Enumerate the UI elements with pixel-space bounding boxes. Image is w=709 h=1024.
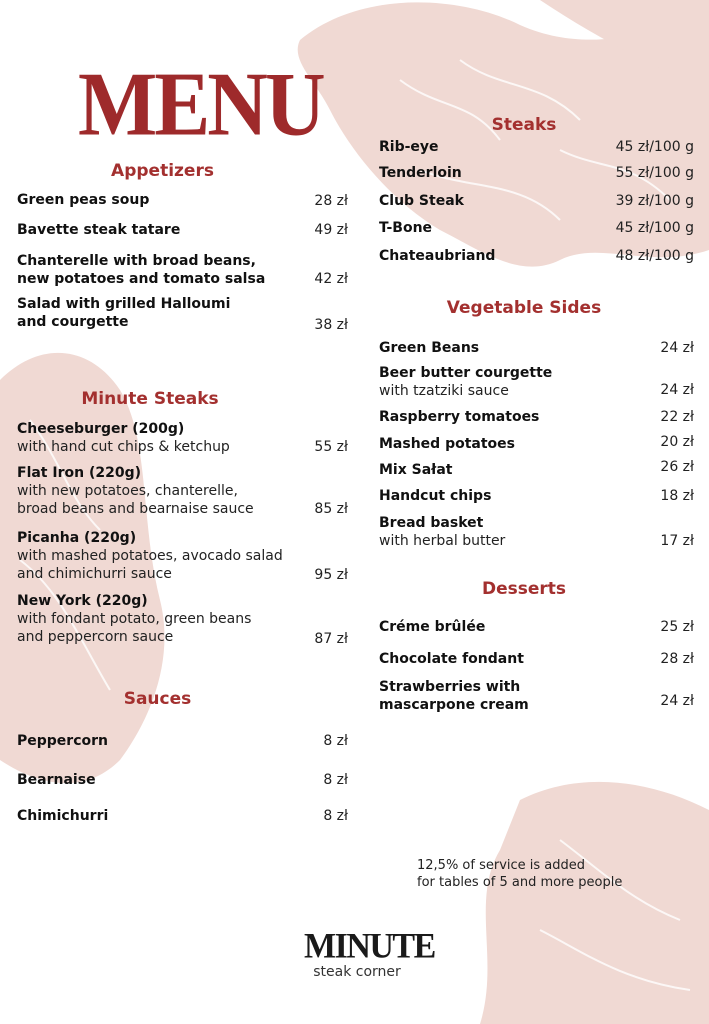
item-description: with herbal butter <box>379 533 506 549</box>
item-price: 25 zł <box>660 619 694 635</box>
service-charge-note <box>417 857 622 891</box>
note-line1: 12,5% of service is added <box>417 858 586 873</box>
menu-item <box>17 732 108 750</box>
item-price: 42 zł <box>314 271 348 287</box>
logo-tagline: steak corner <box>313 964 401 980</box>
menu-item <box>17 295 230 331</box>
item-price: 48 zł/100 g <box>615 248 694 264</box>
menu-item <box>17 420 230 456</box>
item-name: Mix Sałat <box>379 462 453 478</box>
item-price: 8 zł <box>323 733 348 749</box>
item-description-line2: and chimichurri sauce <box>17 566 172 582</box>
menu-item <box>379 435 515 453</box>
item-price: 87 zł <box>314 631 348 647</box>
item-name: Tenderloin <box>379 165 462 181</box>
item-price: 24 zł <box>660 382 694 398</box>
menu-item <box>379 514 505 550</box>
item-name-line1: Salad with grilled Halloumi <box>17 296 231 312</box>
item-name-line1: Chanterelle with broad beans, <box>17 253 256 269</box>
menu-item <box>379 164 462 182</box>
item-name: Bavette steak tatare <box>17 222 181 238</box>
item-name: Club Steak <box>379 193 464 209</box>
item-price: 22 zł <box>660 409 694 425</box>
item-name: Picanha (220g) <box>17 530 137 546</box>
item-name: Chimichurri <box>17 808 109 824</box>
item-name-line2: mascarpone cream <box>379 697 529 713</box>
vegetable-sides-heading: Vegetable Sides <box>446 298 602 318</box>
menu-item <box>379 138 439 156</box>
menu-item <box>379 618 485 636</box>
menu-item <box>379 364 552 400</box>
item-name: Green Beans <box>379 340 480 356</box>
item-name: Beer butter courgette <box>379 365 553 381</box>
item-price: 95 zł <box>314 567 348 583</box>
menu-item <box>17 191 149 209</box>
menu-item <box>17 221 180 239</box>
menu-item <box>17 464 254 518</box>
item-price: 45 zł/100 g <box>615 220 694 236</box>
menu-item <box>379 678 529 714</box>
item-price: 85 zł <box>314 501 348 517</box>
menu-item <box>379 461 453 479</box>
item-name: Peppercorn <box>17 733 108 749</box>
item-description-line1: with fondant potato, green beans <box>17 611 252 627</box>
item-name: Handcut chips <box>379 488 492 504</box>
item-description: with hand cut chips & ketchup <box>17 439 230 455</box>
logo-wordmark: MINUTE <box>304 927 435 966</box>
item-price: 55 zł <box>314 439 348 455</box>
item-name: Bread basket <box>379 515 484 531</box>
item-price: 28 zł <box>314 193 348 209</box>
item-price: 26 zł <box>660 459 694 475</box>
item-description-line2: and peppercorn sauce <box>17 629 174 645</box>
item-name: Bearnaise <box>17 772 96 788</box>
item-price: 55 zł/100 g <box>615 165 694 181</box>
menu-item <box>17 771 96 789</box>
item-name: T-Bone <box>379 220 433 236</box>
restaurant-logo <box>304 927 435 980</box>
menu-item <box>17 529 283 583</box>
sauces-heading: Sauces <box>123 689 192 709</box>
menu-item <box>379 339 479 357</box>
menu-item <box>379 192 464 210</box>
item-price: 39 zł/100 g <box>615 193 694 209</box>
menu-item <box>379 650 524 668</box>
menu-item <box>17 592 251 646</box>
menu-title: MENU <box>78 54 323 155</box>
item-description-line2: broad beans and bearnaise sauce <box>17 501 254 517</box>
item-name-line2: new potatoes and tomato salsa <box>17 271 266 287</box>
item-name-line1: Strawberries with <box>379 679 521 695</box>
item-price: 24 zł <box>660 340 694 356</box>
item-price: 8 zł <box>323 772 348 788</box>
item-name: Flat Iron (220g) <box>17 465 141 481</box>
appetizers-heading: Appetizers <box>111 161 214 181</box>
menu-item <box>379 247 495 265</box>
desserts-heading: Desserts <box>481 579 567 599</box>
item-description-line1: with new potatoes, chanterelle, <box>17 483 238 499</box>
minute-steaks-heading: Minute Steaks <box>81 389 219 409</box>
item-description: with tzatziki sauce <box>379 383 509 399</box>
menu-item <box>379 487 491 505</box>
menu-item <box>17 807 108 825</box>
item-name: Green peas soup <box>17 192 150 208</box>
item-description-line1: with mashed potatoes, avocado salad <box>17 548 283 564</box>
menu-item <box>379 408 539 426</box>
item-price: 20 zł <box>660 434 694 450</box>
note-line2: for tables of 5 and more people <box>417 875 623 890</box>
item-price: 17 zł <box>660 533 694 549</box>
item-price: 38 zł <box>314 317 348 333</box>
item-name: Mashed potatoes <box>379 436 515 452</box>
item-price: 28 zł <box>660 651 694 667</box>
item-name: Cheeseburger (200g) <box>17 421 185 437</box>
menu-item <box>17 252 265 288</box>
item-name: Chocolate fondant <box>379 651 524 667</box>
item-name: Chateaubriand <box>379 248 496 264</box>
item-price: 18 zł <box>660 488 694 504</box>
item-price: 45 zł/100 g <box>615 139 694 155</box>
item-price: 24 zł <box>660 693 694 709</box>
item-name: Rib-eye <box>379 139 439 155</box>
menu-item <box>379 219 432 237</box>
item-price: 8 zł <box>323 808 348 824</box>
steaks-heading: Steaks <box>491 115 557 135</box>
item-name: Créme brûlée <box>379 619 486 635</box>
item-name: New York (220g) <box>17 593 148 609</box>
item-price: 49 zł <box>314 222 348 238</box>
item-name-line2: and courgette <box>17 314 129 330</box>
item-name: Raspberry tomatoes <box>379 409 540 425</box>
